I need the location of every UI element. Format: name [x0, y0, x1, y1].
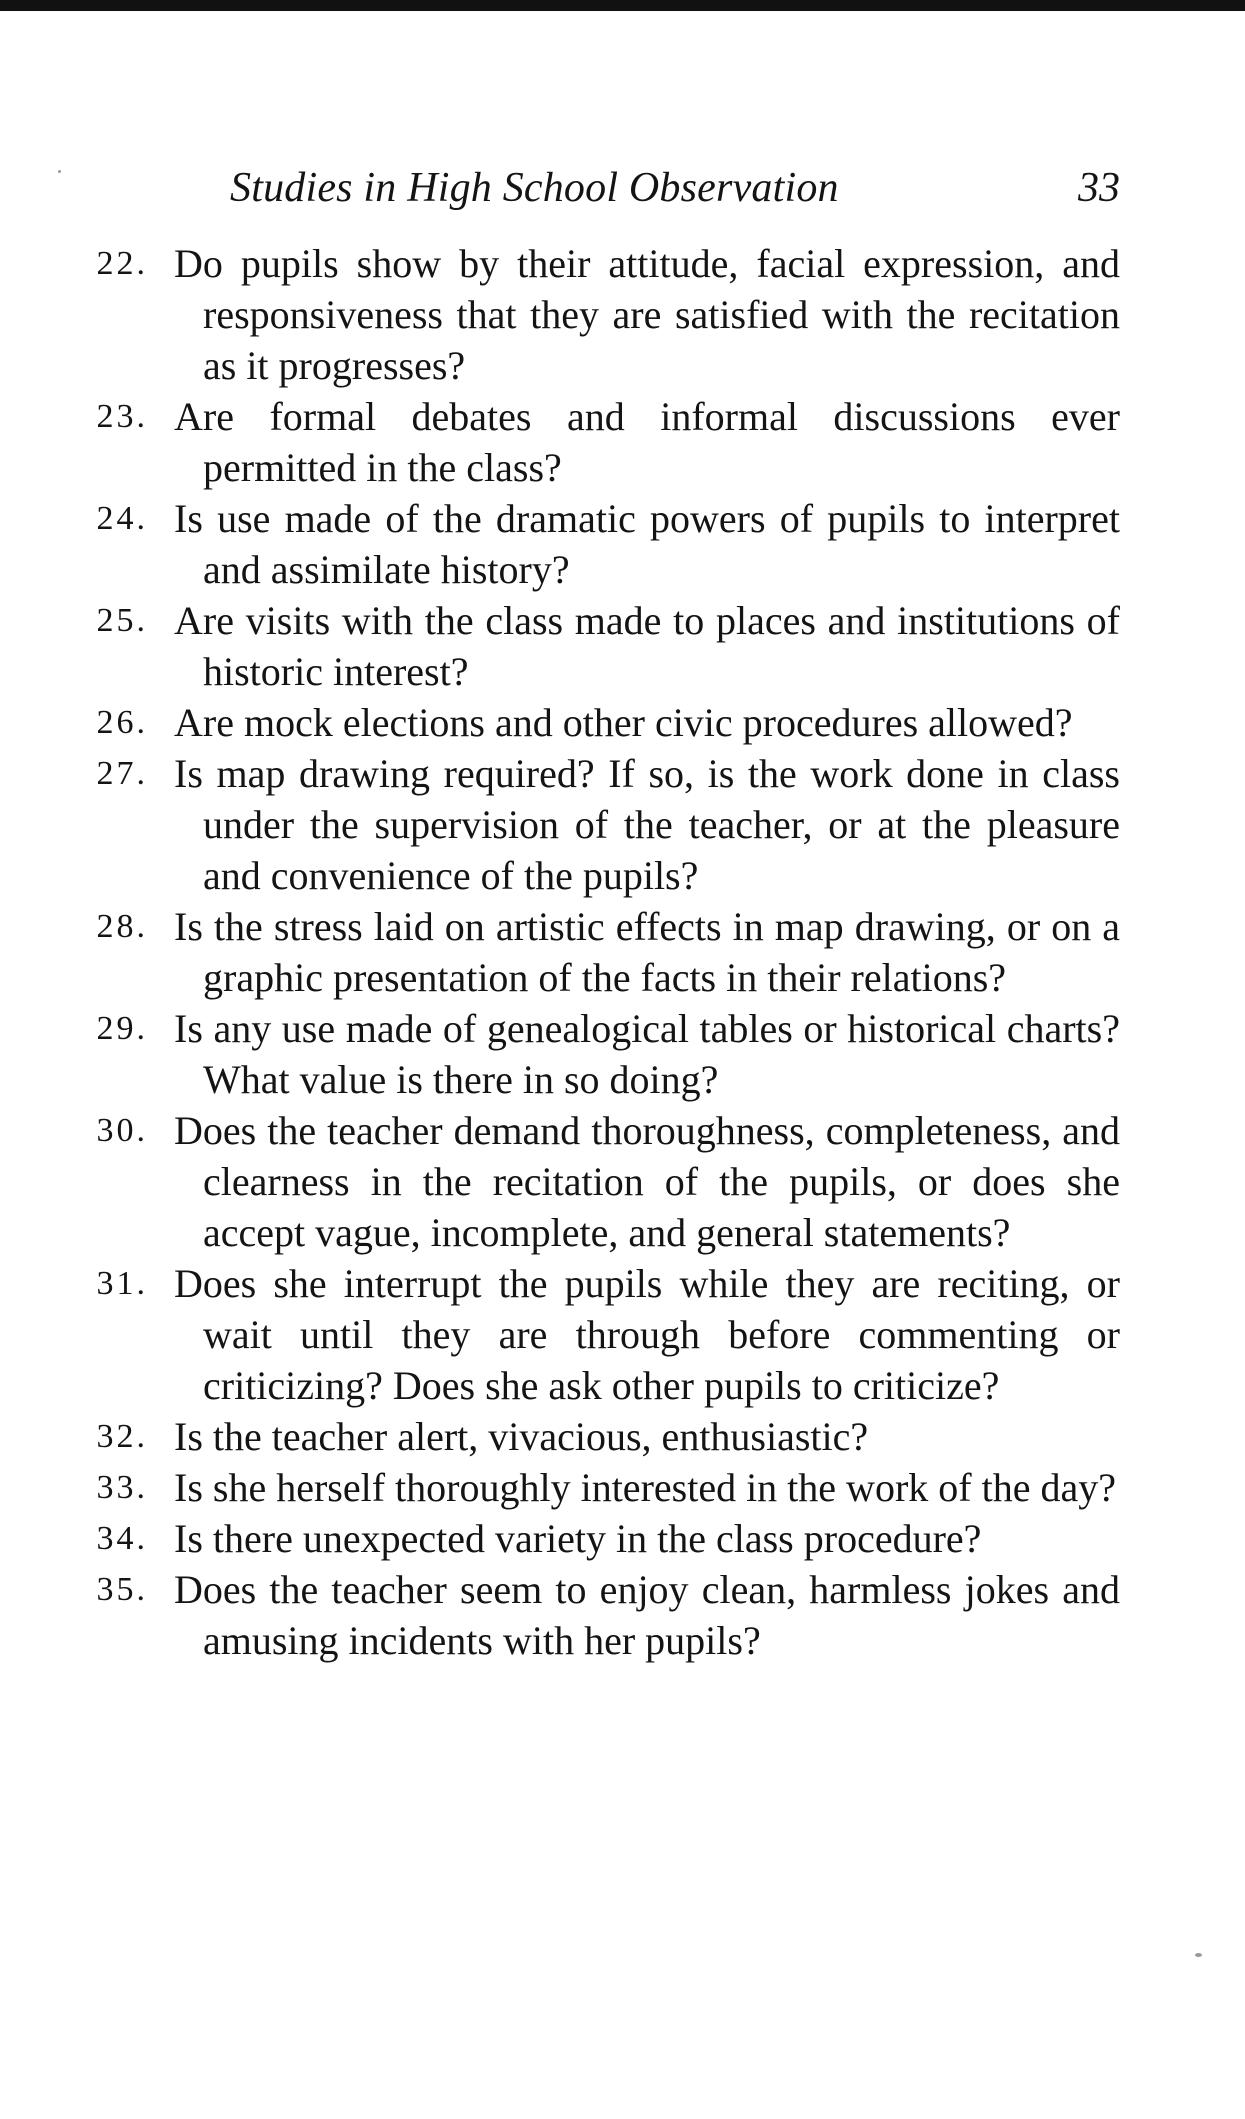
running-title: Studies in High School Observation — [230, 165, 839, 211]
question-item — [60, 1258, 1120, 1411]
question-text: Does the teacher seem to enjoy clean, harmless jokes and amusing incidents with her pupils? — [174, 1567, 1120, 1663]
question-number: 22. — [96, 245, 148, 282]
question-text: Are mock elections and other civic procedures allowed? — [174, 700, 1073, 745]
question-item — [60, 1564, 1120, 1666]
question-number: 34. — [96, 1520, 148, 1557]
question-item — [60, 238, 1120, 391]
question-item — [60, 1513, 1120, 1564]
question-text: Is there unexpected variety in the class procedure? — [174, 1516, 982, 1561]
question-item — [60, 493, 1120, 595]
question-number: 33. — [96, 1469, 148, 1506]
question-item — [60, 901, 1120, 1003]
question-number: 23. — [96, 398, 148, 435]
question-item — [60, 391, 1120, 493]
question-text: Are formal debates and informal discussions ever permitted in the class? — [174, 394, 1120, 490]
question-item — [60, 1411, 1120, 1462]
question-text: Is she herself thoroughly interested in the work of the day? — [174, 1465, 1116, 1510]
question-number: 30. — [96, 1112, 148, 1149]
question-number: 27. — [96, 755, 148, 792]
question-item — [60, 1462, 1120, 1513]
question-text: Do pupils show by their attitude, facial expression, and responsiveness that they are satisfied with the recitation as it progresses? — [174, 241, 1120, 388]
question-text: Is map drawing required? If so, is the work done in class under the supervision of the teacher, or at the pleasure and convenience of the pupils? — [174, 751, 1120, 898]
question-number: 32. — [96, 1418, 148, 1455]
question-text: Is the teacher alert, vivacious, enthusiastic? — [174, 1414, 869, 1459]
question-list — [60, 238, 1120, 1666]
question-item — [60, 1105, 1120, 1258]
question-number: 26. — [96, 704, 148, 741]
question-item — [60, 1003, 1120, 1105]
page-number: 33 — [1078, 165, 1120, 211]
question-number: 29. — [96, 1010, 148, 1047]
page-header — [230, 160, 1120, 216]
question-text: Does the teacher demand thoroughness, completeness, and clearness in the recitation of the pupils, or does she accept vague, incomplete, and general statements? — [174, 1108, 1120, 1255]
question-number: 35. — [96, 1571, 148, 1608]
question-number: 31. — [96, 1265, 148, 1302]
question-item — [60, 748, 1120, 901]
question-text: Is the stress laid on artistic effects in map drawing, or on a graphic presentation of the facts in their relations? — [174, 904, 1120, 1000]
question-text: Is any use made of genealogical tables or historical charts? What value is there in so doing? — [174, 1006, 1120, 1102]
question-number: 28. — [96, 908, 148, 945]
question-text: Does she interrupt the pupils while they are reciting, or wait until they are through before commenting or criticizing? Does she ask other pupils to criticize? — [174, 1261, 1120, 1408]
paper-speck — [1195, 1953, 1202, 1957]
question-number: 24. — [96, 500, 148, 537]
paper-speck — [58, 170, 61, 173]
question-text: Are visits with the class made to places and institutions of historic interest? — [174, 598, 1120, 694]
question-item — [60, 595, 1120, 697]
question-number: 25. — [96, 602, 148, 639]
question-text: Is use made of the dramatic powers of pupils to interpret and assimilate history? — [174, 496, 1120, 592]
page-top-edge — [0, 0, 1245, 11]
question-item — [60, 697, 1120, 748]
